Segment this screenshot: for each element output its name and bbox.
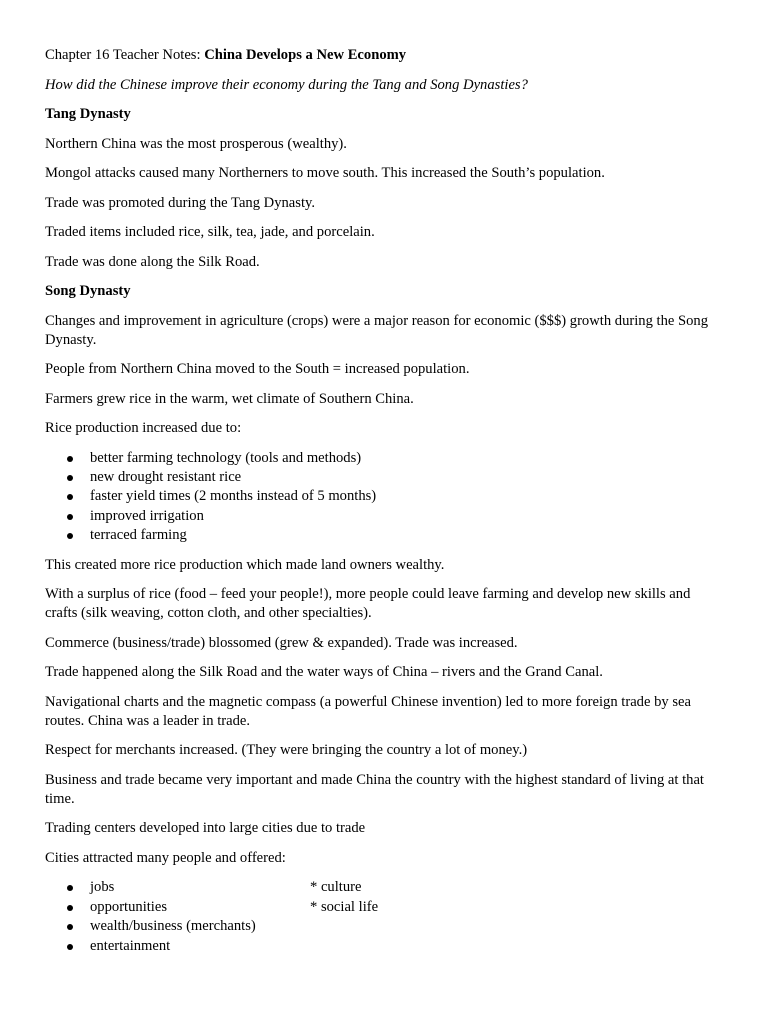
song-paragraph: Trading centers developed into large cities due to trade — [45, 820, 366, 837]
song-paragraph: Trade happened along the Silk Road and the water ways of China – rivers and the Grand Canal. — [45, 664, 603, 681]
list-item: improved irrigation — [45, 507, 725, 526]
song-paragraph: Business and trade became very important and made China the country with the highest standard of living at that time. — [45, 771, 704, 807]
list-item: faster yield times (2 months instead of 5 months) — [45, 487, 725, 506]
song-paragraph: Commerce (business/trade) blossomed (grew & expanded). Trade was increased. — [45, 634, 518, 651]
tang-paragraph: Northern China was the most prosperous (wealthy). — [45, 135, 347, 152]
title-bold: China Develops a New Economy — [204, 47, 407, 63]
tang-heading: Tang Dynasty — [45, 106, 131, 122]
essential-question: How did the Chinese improve their economy during the Tang and Song Dynasties? — [45, 76, 528, 93]
bullet-icon — [67, 533, 73, 539]
bullet-icon — [67, 924, 73, 930]
tang-paragraph: Traded items included rice, silk, tea, jade, and porcelain. — [45, 224, 375, 240]
list-item: entertainment — [45, 937, 725, 956]
bullet-icon — [67, 885, 73, 891]
bullet-icon — [67, 905, 73, 911]
song-paragraph: Navigational charts and the magnetic compass (a powerful Chinese invention) led to more foreign trade by sea routes. China was a leader in trade. — [45, 693, 691, 729]
song-paragraph: With a surplus of rice (food – feed your people!), more people could leave farming and develop new skills and crafts (silk weaving, cotton cloth, and other specialties). — [45, 586, 691, 622]
list-item: opportunities * social life — [45, 898, 725, 917]
list-item: jobs * culture — [45, 878, 725, 897]
list-item: terraced farming — [45, 526, 725, 545]
rice-production-list — [45, 449, 725, 546]
song-paragraph: Respect for merchants increased. (They were bringing the country a lot of money.) — [45, 742, 528, 759]
title-prefix: Chapter 16 Teacher Notes: — [45, 47, 205, 63]
list-item: wealth/business (merchants) — [45, 917, 725, 936]
city-offerings-list — [45, 878, 725, 956]
song-paragraph: Changes and improvement in agriculture (crops) were a major reason for economic ($$$) growth during the Song Dynasty. — [45, 312, 709, 348]
bullet-icon — [67, 494, 73, 500]
song-paragraph: Rice production increased due to: — [45, 420, 242, 436]
bullet-icon — [67, 514, 73, 520]
document-title — [45, 46, 725, 65]
song-paragraph: People from Northern China moved to the South = increased population. — [45, 361, 470, 377]
list-item-col2: * social life — [310, 898, 379, 915]
list-item-col2: * culture — [310, 879, 362, 896]
song-paragraph: Cities attracted many people and offered: — [45, 849, 286, 866]
list-item: better farming technology (tools and methods) — [45, 449, 725, 468]
song-paragraph: This created more rice production which made land owners wealthy. — [45, 556, 445, 573]
tang-paragraph: Trade was done along the Silk Road. — [45, 253, 260, 270]
list-item: new drought resistant rice — [45, 468, 725, 487]
song-heading: Song Dynasty — [45, 283, 131, 299]
tang-paragraph: Trade was promoted during the Tang Dynasty. — [45, 194, 316, 211]
bullet-icon — [67, 475, 73, 481]
bullet-icon — [67, 944, 73, 950]
tang-paragraph: Mongol attacks caused many Northerners to move south. This increased the South’s population. — [45, 165, 605, 181]
document-body — [45, 46, 725, 967]
song-paragraph: Farmers grew rice in the warm, wet climate of Southern China. — [45, 390, 414, 407]
bullet-icon — [67, 456, 73, 462]
